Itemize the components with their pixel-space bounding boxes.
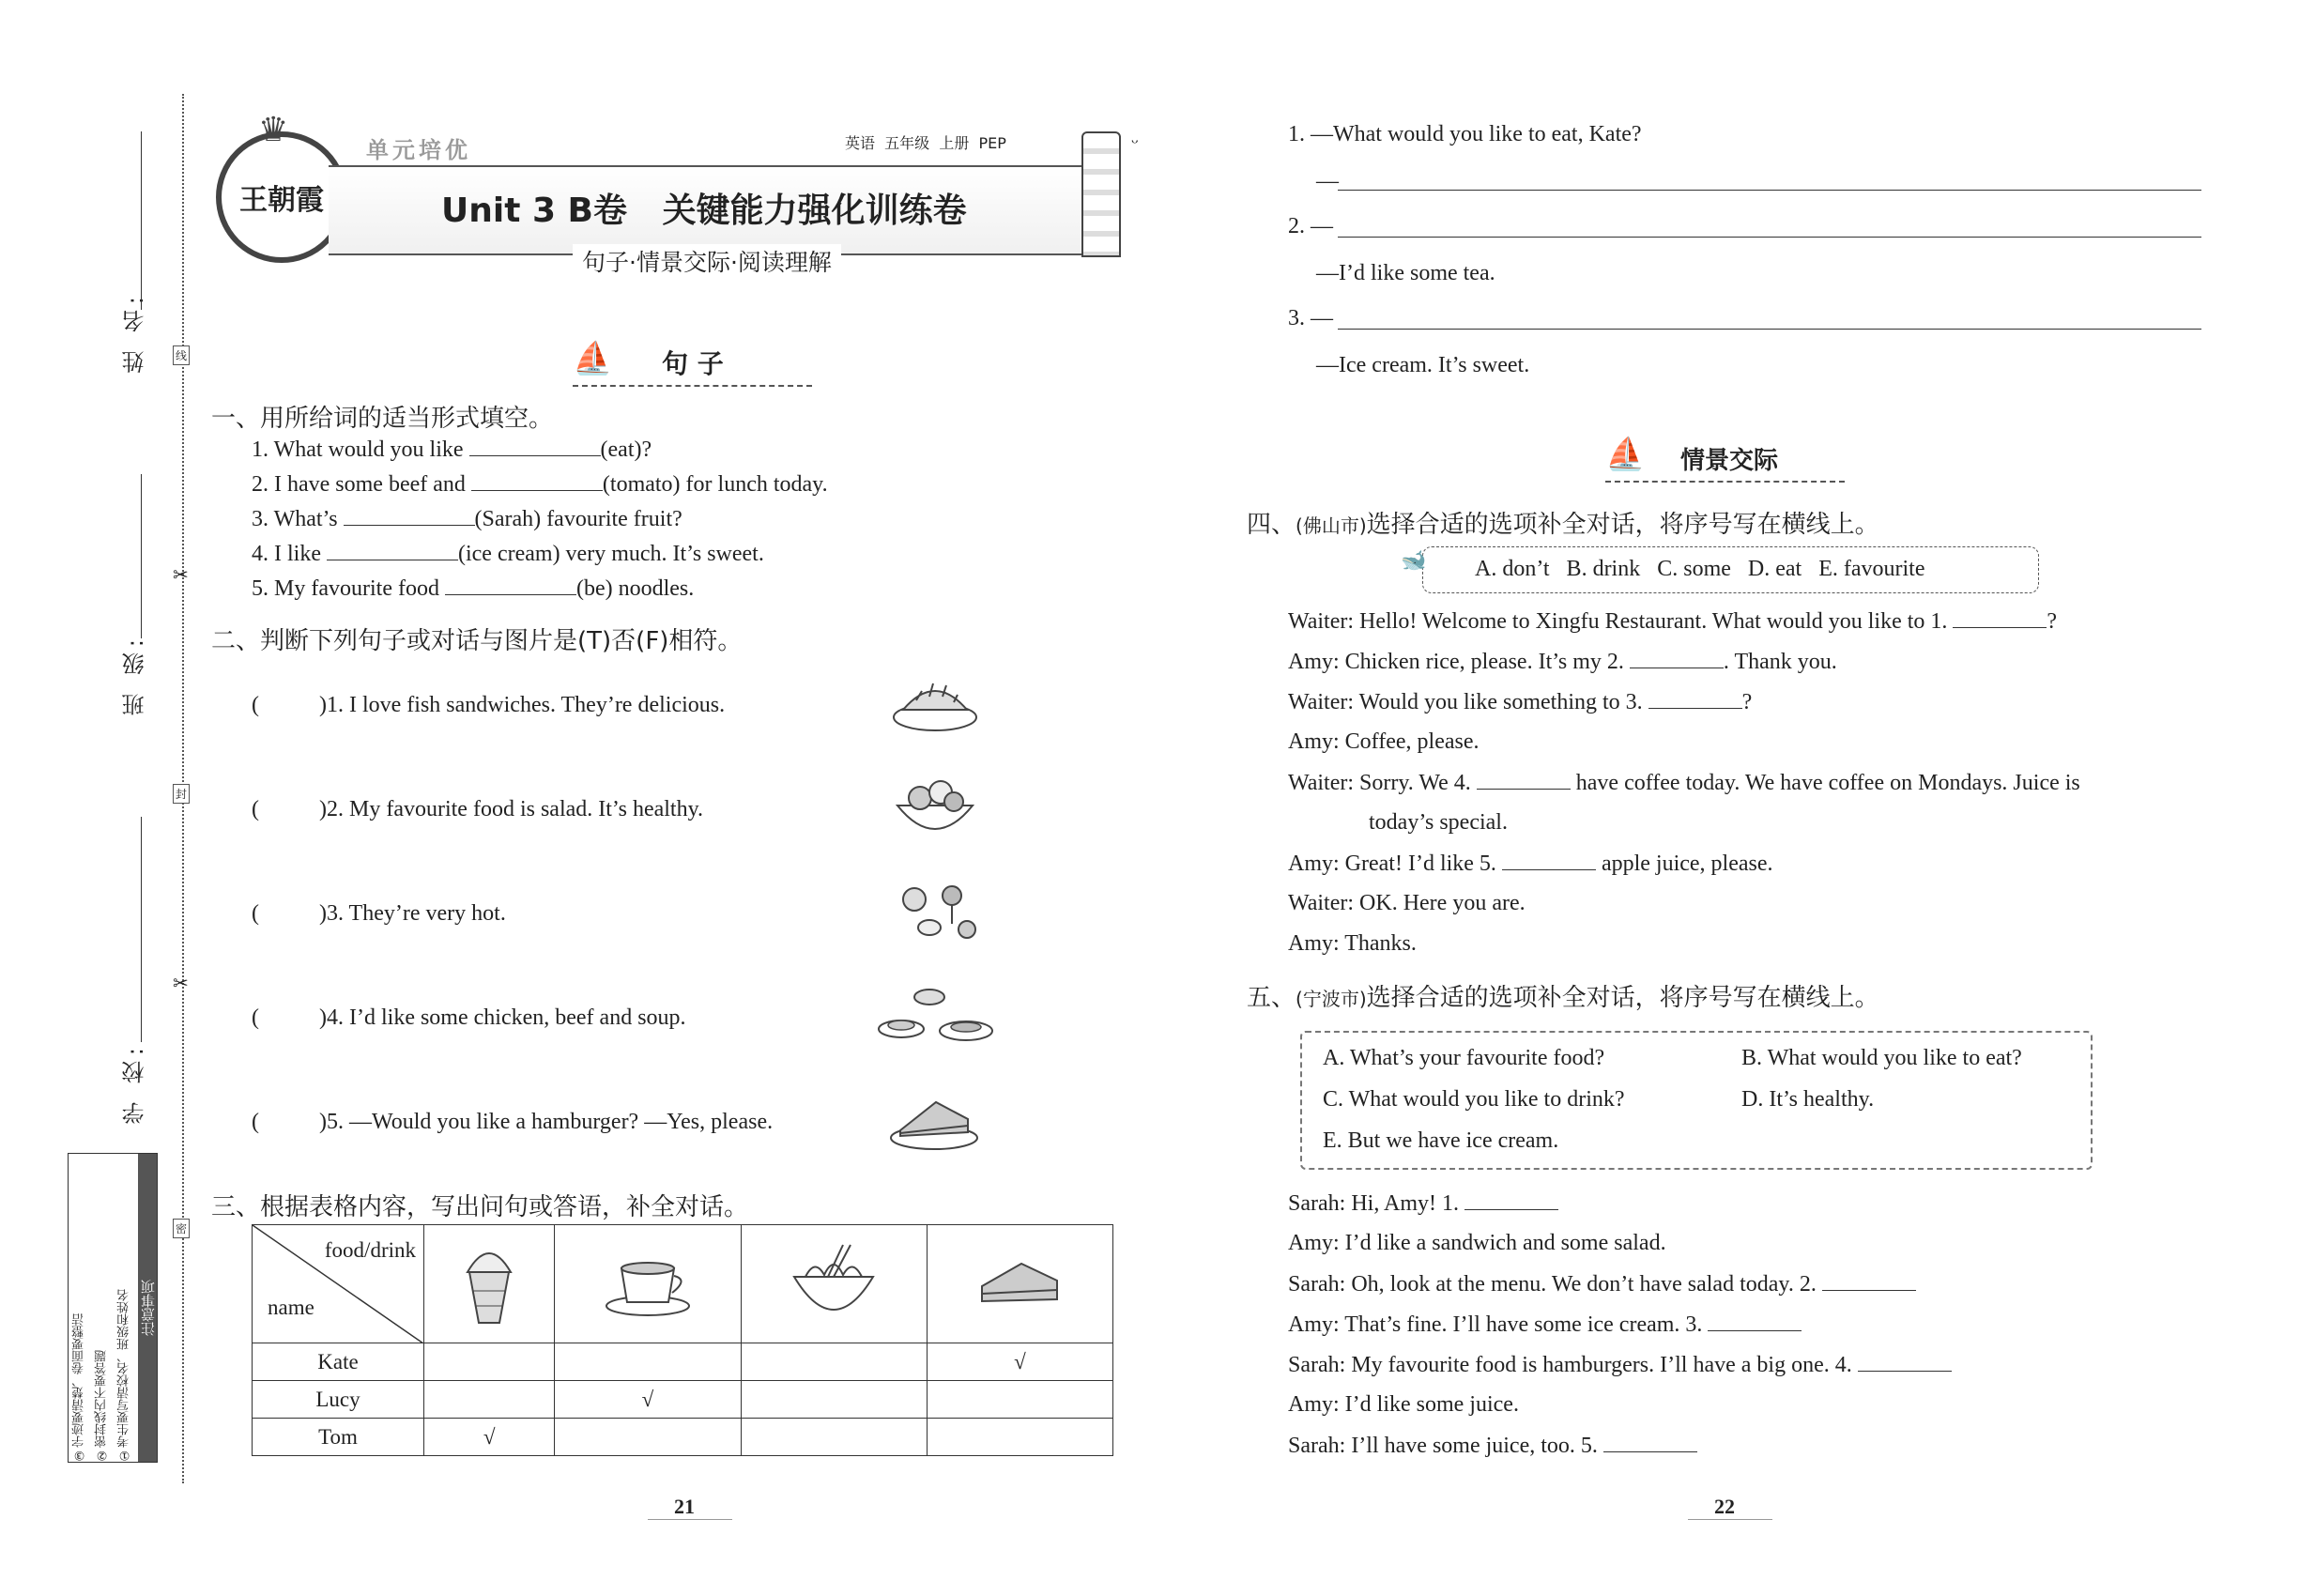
page-title: Unit 3 B卷 关键能力强化训练卷 xyxy=(441,192,967,230)
bread-icon xyxy=(892,672,978,734)
answer-blank[interactable] xyxy=(1648,689,1742,709)
fill-item xyxy=(252,575,694,602)
item-text: 1. What would you like xyxy=(252,437,469,462)
line-text: ? xyxy=(2047,609,2058,634)
fill-item xyxy=(252,541,764,567)
logo xyxy=(216,131,347,263)
tf-open-paren: ( xyxy=(252,797,259,821)
dialog-line xyxy=(1288,1392,1519,1418)
notice-title: 注意事项 xyxy=(138,1154,157,1462)
item-text: 2. I have some beef and xyxy=(252,472,471,497)
option-item: B. What would you like to eat? xyxy=(1741,1046,2022,1070)
section-heading-sentences xyxy=(573,338,812,387)
answer-blank[interactable] xyxy=(471,471,603,491)
table-row xyxy=(253,1343,1113,1381)
logo-text: 王朝霞 xyxy=(239,184,324,217)
check-cell xyxy=(927,1381,1112,1419)
notice-item: ②密封线内不要答题 xyxy=(95,1350,109,1462)
column-noodles xyxy=(741,1225,927,1343)
row-name: Lucy xyxy=(253,1381,424,1419)
tf-text: )1. I love fish sandwiches. They’re delicious. xyxy=(319,693,726,717)
dialog-line: 3. — xyxy=(1288,306,1333,330)
option-item: A. What’s your favourite food? xyxy=(1323,1046,1605,1070)
class-field[interactable] xyxy=(141,474,142,638)
tea-icon xyxy=(601,1244,695,1319)
item-text: (eat)? xyxy=(600,437,652,462)
answer-line[interactable] xyxy=(1338,237,2201,238)
notice-item: ①考生要写清校名、班级和姓名 xyxy=(117,1289,131,1462)
dialog-line xyxy=(1288,608,2057,635)
cut-mark-1: 线 xyxy=(173,345,190,365)
check-cell xyxy=(741,1381,927,1419)
answer-blank[interactable] xyxy=(1603,1433,1697,1452)
check-cell: √ xyxy=(555,1381,741,1419)
line-text: Amy: Great! I’d like 5. xyxy=(1288,852,1502,876)
fill-item xyxy=(252,471,828,498)
line-text: Waiter: Would you like something to 3. xyxy=(1288,690,1648,714)
answer-blank[interactable] xyxy=(1822,1271,1916,1291)
school-label: 学 校: xyxy=(122,1042,148,1125)
page-number-decoration xyxy=(1688,1519,1772,1520)
salad-icon xyxy=(892,768,978,843)
item-text: 3. What’s xyxy=(252,507,344,531)
subtitle: 句子·情景交际·阅读理解 xyxy=(573,244,841,278)
line-text: Sarah: Oh, look at the menu. We don’t have salad today. 2. xyxy=(1288,1272,1822,1297)
section-heading-text: 句 子 xyxy=(662,348,724,379)
sailboat-icon: ⛵ xyxy=(1605,436,1646,473)
check-cell xyxy=(424,1343,555,1381)
notice-box xyxy=(68,1153,158,1463)
item-text: 4. I like xyxy=(252,542,327,566)
dialog-line xyxy=(1288,1312,1802,1338)
tf-item xyxy=(252,693,725,718)
line-text: Amy: That’s fine. I’ll have some ice cream. 3. xyxy=(1288,1312,1709,1337)
ice-cream-icon xyxy=(456,1235,522,1328)
answer-blank[interactable] xyxy=(1630,649,1724,668)
header-name: name xyxy=(268,1296,314,1319)
header-food-drink: food/drink xyxy=(324,1238,416,1262)
dialog-line: 2. — xyxy=(1288,214,1333,238)
column-tea xyxy=(555,1225,741,1343)
tf-item xyxy=(252,1110,773,1135)
tf-open-paren: ( xyxy=(252,1005,259,1030)
tf-text: )4. I’d like some chicken, beef and soup. xyxy=(319,1005,686,1030)
sandwich-icon xyxy=(973,1249,1066,1314)
sailboat-icon: ⛵ xyxy=(573,340,613,377)
options-box xyxy=(1401,546,2039,593)
line-text: Sarah: Hi, Amy! 1. xyxy=(1288,1191,1464,1216)
tf-item xyxy=(252,1005,686,1031)
city-tag: (佛山市) xyxy=(1296,514,1367,537)
dialog-line xyxy=(1288,770,2080,796)
answer-blank[interactable] xyxy=(1464,1190,1558,1210)
line-text: ? xyxy=(1741,690,1753,714)
noodles-icon xyxy=(787,1239,881,1324)
line-text: Waiter: Hello! Welcome to Xingfu Restaurant. What would you like to 1. xyxy=(1288,609,1954,634)
scissors-icon: ✂ xyxy=(173,972,189,994)
food-table xyxy=(252,1224,1113,1456)
tf-text: )5. —Would you like a hamburger? —Yes, please. xyxy=(319,1110,774,1134)
line-text: Amy: I’d like a sandwich and some salad. xyxy=(1288,1231,1666,1255)
dialog-line xyxy=(1288,1231,1666,1256)
part-number: 五、 xyxy=(1247,984,1296,1012)
part4-instruction xyxy=(1247,505,1879,540)
answer-blank[interactable] xyxy=(327,541,458,560)
check-cell xyxy=(927,1419,1112,1456)
part3-instruction: 三、根据表格内容，写出问句或答语，补全对话。 xyxy=(211,1193,749,1221)
whale-icon: 🐋 xyxy=(1401,549,1427,573)
answer-blank[interactable] xyxy=(1708,1312,1802,1331)
dialog-line xyxy=(1288,1352,1952,1378)
dialog-line: 1. —What would you like to eat, Kate? xyxy=(1288,122,1642,146)
name-field[interactable] xyxy=(141,131,142,310)
meta-info: 英语 五年级 上册 PEP xyxy=(845,134,1006,152)
dialog-line xyxy=(1288,851,1773,877)
line-text: Sarah: I’ll have some juice, too. 5. xyxy=(1288,1434,1603,1458)
item-text: 5. My favourite food xyxy=(252,576,445,601)
crown-icon: ♛ xyxy=(258,111,289,149)
tf-open-paren: ( xyxy=(252,693,259,717)
line-text: Amy: Coffee, please. xyxy=(1288,729,1480,754)
answer-blank[interactable] xyxy=(1953,608,2047,628)
line-text: today’s special. xyxy=(1369,810,1508,835)
tf-text: )2. My favourite food is salad. It’s healthy. xyxy=(319,797,704,821)
cake-icon xyxy=(887,1089,981,1155)
check-cell: √ xyxy=(424,1419,555,1456)
answer-blank[interactable] xyxy=(445,575,576,595)
cut-mark-3: 密 xyxy=(173,1219,190,1238)
item-text: (ice cream) very much. It’s sweet. xyxy=(457,542,764,566)
options-text: A. don’t B. drink C. some D. eat E. favourite xyxy=(1475,557,1925,581)
city-tag: (宁波市) xyxy=(1296,988,1367,1010)
tf-item xyxy=(252,901,506,927)
row-name: Kate xyxy=(253,1343,424,1381)
dialog-line: — xyxy=(1316,169,1339,193)
line-text: apple juice, please. xyxy=(1595,852,1773,876)
page-number-left: 21 xyxy=(674,1495,695,1518)
section-heading-dialogue xyxy=(1605,434,1845,483)
header-banner xyxy=(207,111,1183,276)
line-text: Amy: Chicken rice, please. It’s my 2. xyxy=(1288,650,1630,674)
check-cell xyxy=(555,1419,741,1456)
class-label: 班 级: xyxy=(122,634,148,716)
part2-instruction: 二、判断下列句子或对话与图片是(T)否(F)相符。 xyxy=(211,627,743,655)
name-label: 姓 名: xyxy=(122,291,148,374)
part5-instruction xyxy=(1247,978,1879,1013)
answer-blank[interactable] xyxy=(1477,770,1571,790)
item-text: (Sarah) favourite fruit? xyxy=(474,507,682,531)
row-name: Tom xyxy=(253,1419,424,1456)
notice-item: ③字迹要清楚、卷面要整洁 xyxy=(72,1313,86,1462)
dialog-line xyxy=(1369,810,1508,836)
school-field[interactable] xyxy=(141,817,142,1042)
lighthouse-icon xyxy=(1081,131,1121,257)
answer-line[interactable] xyxy=(1338,329,2201,330)
answer-line[interactable] xyxy=(1338,190,2201,191)
dialog-line xyxy=(1288,891,1526,916)
bird-icon: ᵕ xyxy=(1131,131,1139,154)
check-cell xyxy=(424,1381,555,1419)
instruction-text: 选择合适的选项补全对话，将序号写在横线上。 xyxy=(1366,984,1879,1012)
part1-instruction: 一、用所给词的适当形式填空。 xyxy=(211,405,554,433)
line-text: have coffee today. We have coffee on Mondays. Juice is xyxy=(1570,771,2080,795)
check-cell: √ xyxy=(927,1343,1112,1381)
dialog-line xyxy=(1288,729,1480,755)
dialog-line xyxy=(1288,931,1417,957)
line-text: . Thank you. xyxy=(1723,650,1837,674)
cut-mark-2: 封 xyxy=(173,784,190,804)
line-text: Waiter: Sorry. We 4. xyxy=(1288,771,1477,795)
tf-text: )3. They’re very hot. xyxy=(319,901,506,926)
answer-blank[interactable] xyxy=(1502,851,1596,870)
option-item: D. It’s healthy. xyxy=(1741,1087,1875,1112)
dialog-line: —I’d like some tea. xyxy=(1316,261,1495,285)
option-item: C. What would you like to drink? xyxy=(1323,1087,1625,1112)
options-box xyxy=(1300,1031,2093,1170)
dialog-line: —Ice cream. It’s sweet. xyxy=(1316,353,1530,377)
fill-item xyxy=(252,437,652,463)
part-number: 四、 xyxy=(1247,511,1296,539)
line-text: Waiter: OK. Here you are. xyxy=(1288,891,1526,915)
check-cell xyxy=(741,1343,927,1381)
section-heading-text: 情景交际 xyxy=(1680,447,1779,475)
item-text: (tomato) for lunch today. xyxy=(602,472,828,497)
answer-blank[interactable] xyxy=(1858,1352,1952,1372)
item-text: (be) noodles. xyxy=(575,576,695,601)
line-text: Amy: I’d like some juice. xyxy=(1288,1392,1519,1417)
series-label: 单元培优 xyxy=(366,137,471,163)
dialog-line xyxy=(1288,1433,1697,1459)
line-text: Sarah: My favourite food is hamburgers. I’ll have a big one. 4. xyxy=(1288,1353,1858,1377)
dishes-icon xyxy=(878,984,995,1050)
tf-item xyxy=(252,797,703,822)
binding-margin xyxy=(56,94,197,1502)
candy-icon xyxy=(892,877,986,948)
answer-blank[interactable] xyxy=(469,437,601,456)
line-text: Amy: Thanks. xyxy=(1288,931,1417,956)
instruction-text: 选择合适的选项补全对话，将序号写在横线上。 xyxy=(1366,511,1879,539)
table-corner-header xyxy=(253,1225,424,1343)
answer-blank[interactable] xyxy=(344,506,475,526)
tf-open-paren: ( xyxy=(252,901,259,926)
page-number-right: 22 xyxy=(1714,1495,1735,1518)
dialog-line xyxy=(1288,689,1752,715)
fill-item xyxy=(252,506,682,532)
dialog-line xyxy=(1288,1271,1916,1297)
scissors-icon: ✂ xyxy=(173,563,189,586)
column-sandwich xyxy=(927,1225,1112,1343)
tf-open-paren: ( xyxy=(252,1110,259,1134)
dialog-line xyxy=(1288,649,1837,675)
option-item: E. But we have ice cream. xyxy=(1323,1128,1559,1153)
column-ice-cream xyxy=(424,1225,555,1343)
check-cell xyxy=(741,1419,927,1456)
table-row xyxy=(253,1381,1113,1419)
check-cell xyxy=(555,1343,741,1381)
table-row xyxy=(253,1419,1113,1456)
dialog-line xyxy=(1288,1190,1558,1217)
page-number-decoration xyxy=(648,1519,732,1520)
